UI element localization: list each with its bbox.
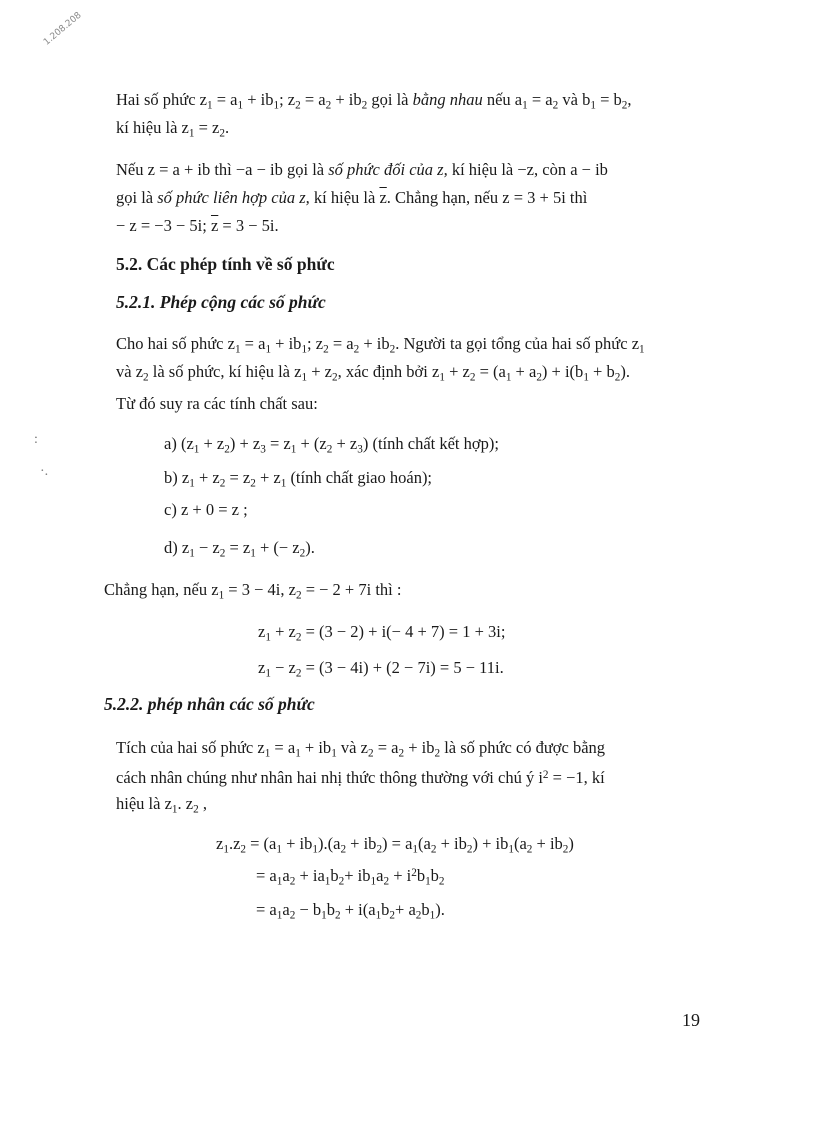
margin-mark: : [34, 432, 38, 447]
example-addition-intro: Chẳng hạn, nếu $z_1 = 3 - 4i$, $z_2$ = − 2 + 7i thì : [104, 580, 402, 602]
paragraph-equality-line1: Hai số phức $z_1 = a_1 + ib_1$; $z_2 = a_2 + ib_2$ gọi là bằng nhau nếu $a_1 = a_2$ và $b_1 = b_2$, [116, 90, 632, 112]
paragraph-multiplication-line1: Tích của hai số phức $z_1 = a_1 + ib_1$ và $z_2 = a_2 + ib_2$ là số phức có được bằng [116, 738, 606, 760]
paragraph-conjugate-line2: gọi là số phức liên hợp của z, kí hiệu là $\overline{z}$. Chẳng hạn, nếu z = 3 + 5i thì [116, 188, 588, 207]
paragraph-properties-intro: Từ đó suy ra các tính chất sau: [116, 394, 318, 413]
paragraph-addition-line2: và $z_2$ là số phức, kí hiệu là $z_1 + z_2$, xác định bởi $z_1 + z_2 = (a_1 + a_2) + i(b_1 + b_2)$. [116, 362, 630, 384]
heading-5-2-1: 5.2.1. Phép cộng các số phức [116, 292, 326, 312]
example-addition-eq2: $z_1 - z_2 = (3 - 4i) + (2 - 7i) = 5 - 11i$. [258, 658, 504, 680]
paragraph-multiplication-line2: cách nhân chúng như nhân hai nhị thức thông thường với chú ý $i^2 = -1$, kí [116, 768, 605, 787]
paragraph-conjugate-line3: − z = −3 − 5i; $\overline{z} = 3 - 5i$. [116, 216, 279, 235]
property-a: a) $(z_1 + z_2) + z_3 = z_1 + (z_2 + z_3)$ (tính chất kết hợp); [164, 434, 499, 456]
multiplication-eq-row1: $z_1.z_2 = (a_1 + ib_1).(a_2 + ib_2) = a_1(a_2 + ib_2) + ib_1(a_2 + ib_2)$ [216, 834, 574, 856]
multiplication-eq-row3: = $a_1a_2 - b_1b_2 + i(a_1b_2+ a_2b_1)$. [256, 900, 445, 922]
paragraph-conjugate-line1: Nếu z = a + ib thì −a − ib gọi là số phức đối của z, kí hiệu là −z, còn a − ib [116, 160, 608, 179]
example-addition-eq1: $z_1 + z_2 = (3 - 2) + i(- 4 + 7) = 1 + 3i$; [258, 622, 506, 644]
multiplication-eq-row2: = $a_1a_2 + ia_1b_2+ ib_1a_2 + i^2b_1b_2$ [256, 866, 445, 888]
margin-mark: ·. [40, 464, 49, 479]
paragraph-addition-line1: Cho hai số phức $z_1 = a_1 + ib_1$; $z_2 = a_2 + ib_2$. Người ta gọi tổng của hai số phức $z_1$ [116, 334, 645, 356]
property-d: d) $z_1 - z_2 = z_1$ + (− $z_2$). [164, 538, 315, 560]
paragraph-equality-line2: kí hiệu là $z_1 = z_2$. [116, 118, 230, 140]
heading-5-2-2: 5.2.2. phép nhân các số phức [104, 694, 315, 714]
page-number: 19 [682, 1010, 700, 1030]
property-b: b) $z_1 + z_2 = z_2 + z_1$ (tính chất giao hoán); [164, 468, 433, 490]
property-c: c) z + 0 = z ; [164, 500, 248, 519]
heading-5-2: 5.2. Các phép tính về số phức [116, 254, 335, 274]
paragraph-multiplication-line3: hiệu là $z_1$. $z_2$ , [116, 794, 207, 816]
corner-stamp: 1.208.208 [42, 10, 84, 48]
